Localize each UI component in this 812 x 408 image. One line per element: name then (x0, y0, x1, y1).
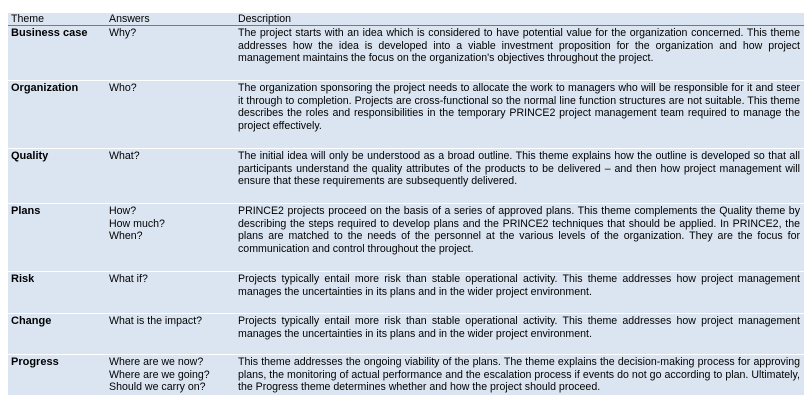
answer-item: What if? (109, 273, 148, 285)
table-row (8, 26, 804, 81)
answers-cell (106, 314, 235, 355)
answer-item: Where are we going? (109, 368, 210, 381)
description-text: PRINCE2 projects proceed on the basis of a series of approved plans. This theme complements the Quality theme by describing the steps required to develop plans and the PRINCE2 techniques that should be applied. In PRINCE2, the plans are matched to the needs of the personnel at the various levels of the organization. They are the focus for communication and control throughout the project. (238, 205, 800, 255)
answers-cell (106, 355, 235, 395)
description-cell (235, 204, 804, 272)
table-row (8, 81, 804, 149)
description-cell (235, 272, 804, 314)
prince2-themes-table (8, 13, 804, 395)
table-row (8, 149, 804, 204)
table-header-row (8, 13, 804, 26)
answer-item: Who? (109, 82, 137, 94)
description-text: The project starts with an idea which is considered to have potential value for the organization concerned. This theme addresses how the idea is developed into a viable investment proposition for the organization and how project management maintains the focus on the organization's objectives throughout the project. (238, 27, 800, 64)
table-row (8, 314, 804, 355)
answers-cell (106, 272, 235, 314)
answers-cell (106, 26, 235, 81)
answer-item: When? (109, 230, 143, 242)
answer-item: Should we carry on? (109, 381, 206, 393)
answer-item: Why? (109, 27, 137, 39)
answer-item: Where are we now? (109, 356, 204, 368)
table-row (8, 355, 804, 395)
theme-cell: Change (8, 314, 106, 355)
table-row (8, 272, 804, 314)
table-row (8, 204, 804, 272)
theme-cell: Progress (8, 355, 106, 395)
answer-item: How much? (109, 217, 165, 230)
theme-cell: Quality (8, 149, 106, 204)
description-cell (235, 81, 804, 149)
header-answers: Answers (106, 13, 235, 26)
header-description: Description (235, 13, 804, 26)
theme-cell: Business case (8, 26, 106, 81)
description-cell (235, 314, 804, 355)
description-text: The organization sponsoring the project needs to allocate the work to managers who will be responsible for it and steer it through to completion. Projects are cross-functional so the normal line function structures are not suitable. This theme describes the roles and responsibilities in the temporary PRINCE2 project management team required to manage the project effectively. (238, 82, 800, 132)
theme-cell: Risk (8, 272, 106, 314)
header-theme: Theme (8, 13, 106, 26)
description-text: The initial idea will only be understood as a broad outline. This theme explains how the outline is developed so that all participants understand the quality attributes of the products to be delivered – and then how project management will ensure that these requirements are subsequently delivered. (238, 150, 800, 187)
description-cell (235, 355, 804, 395)
answer-item: What? (109, 150, 140, 162)
description-cell (235, 149, 804, 204)
answer-item: How? (109, 205, 137, 217)
description-text: Projects typically entail more risk than stable operational activity. This theme addresses how project management manages the uncertainties in its plans and in the wider project environment. (238, 315, 800, 340)
theme-cell: Plans (8, 204, 106, 272)
description-text: This theme addresses the ongoing viability of the plans. The theme explains the decision-making process for approving plans, the monitoring of actual performance and the escalation process if events do not go according to plan. Ultimately, the Progress theme determines whether and how the project should proceed. (238, 356, 800, 393)
theme-cell: Organization (8, 81, 106, 149)
description-cell (235, 26, 804, 81)
answers-cell (106, 81, 235, 149)
description-text: Projects typically entail more risk than stable operational activity. This theme addresses how project management manages the uncertainties in its plans and in the wider project environment. (238, 273, 800, 298)
answer-item: What is the impact? (109, 315, 203, 327)
answers-cell (106, 149, 235, 204)
answers-cell (106, 204, 235, 272)
